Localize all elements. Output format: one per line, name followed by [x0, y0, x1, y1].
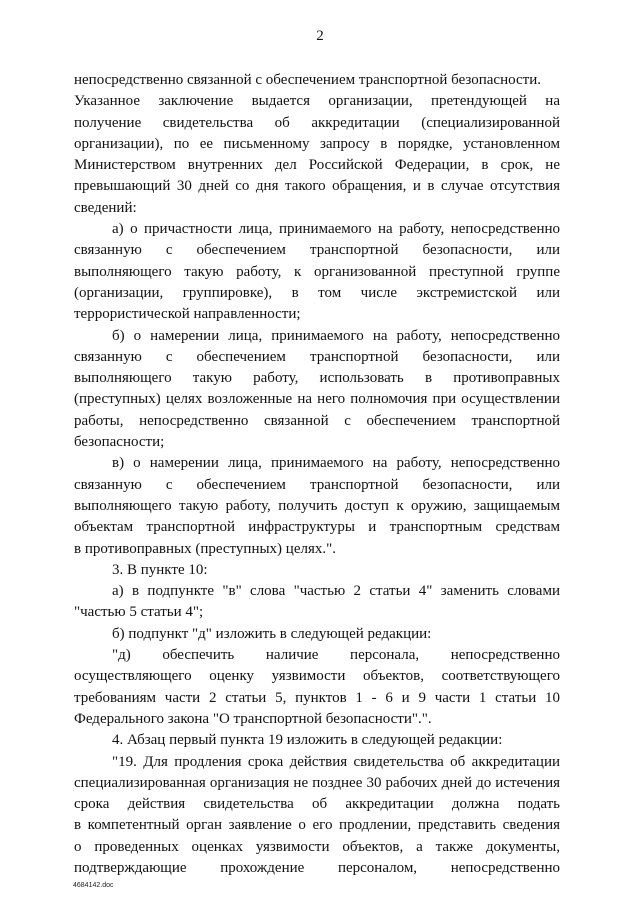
text-line: выполняющего такую работу, к организованной преступной группе [74, 263, 560, 280]
text-line: "19. Для продления срока действия свидетельства об аккредитации [112, 753, 560, 770]
text-line: работы, непосредственно связанной с обеспечением транспортной [74, 412, 560, 429]
text-line: организации), по ее письменному запросу в порядке, установленном [74, 135, 560, 152]
text-line: о проведенных оценках уязвимости объектов, а также документы, [74, 838, 560, 855]
text-line: объектам транспортной инфраструктуры и транспортным средствам [74, 519, 560, 536]
text-line: связанную с обеспечением транспортной безопасности, или [74, 476, 560, 493]
text-line: подтверждающие прохождение персоналом, непосредственно [74, 859, 560, 876]
text-line: срока действия свидетельства об аккредитации должна подать [74, 796, 560, 813]
text-line: в) о намерении лица, принимаемого на работу, непосредственно [112, 455, 560, 472]
text-line: сведений: [74, 199, 137, 216]
text-line: специализированная организация не позднее 30 рабочих дней до истечения [74, 774, 560, 791]
text-line: безопасности; [74, 434, 165, 451]
text-line: а) в подпункте "в" слова "частью 2 статьи 4" заменить словами [112, 583, 560, 600]
text-line: (организации, группировке), в том числе экстремистской или [74, 284, 560, 301]
text-line: а) о причастности лица, принимаемого на работу, непосредственно [112, 221, 560, 238]
text-line: Указанное заключение выдается организации, претендующей на [74, 93, 560, 110]
text-line: "частью 5 статьи 4"; [74, 604, 204, 621]
text-line: получение свидетельства об аккредитации (специализированной [74, 114, 560, 131]
text-line: выполняющего такую работу, получить доступ к оружию, защищаемым [74, 497, 560, 514]
document-body [74, 70, 560, 879]
text-line: "д) обеспечить наличие персонала, непосредственно [112, 647, 560, 664]
text-line: б) подпункт "д" изложить в следующей редакции: [112, 625, 432, 642]
text-line: осуществляющего оценку уязвимости объектов, соответствующего [74, 668, 560, 685]
text-line: террористической направленности; [74, 306, 301, 323]
file-name-footer: 4684142.doc [73, 882, 114, 889]
text-line: (преступных) целях возложенные на него полномочия при осуществлении [74, 391, 560, 408]
text-line: Министерством внутренних дел Российской Федерации, в срок, не [74, 157, 560, 174]
page-number: 2 [316, 28, 324, 44]
text-line: б) о намерении лица, принимаемого на работу, непосредственно [112, 327, 560, 344]
text-line: превышающий 30 дней со дня такого обращения, и в случае отсутствия [74, 178, 560, 195]
text-line: связанную с обеспечением транспортной безопасности, или [74, 242, 560, 259]
text-line: 3. В пункте 10: [112, 561, 208, 578]
text-line: 4. Абзац первый пункта 19 изложить в следующей редакции: [112, 732, 503, 749]
text-line: Федерального закона "О транспортной безопасности".". [74, 710, 432, 727]
text-line: связанную с обеспечением транспортной безопасности, или [74, 348, 560, 365]
text-line: непосредственно связанной с обеспечением транспортной безопасности. [74, 72, 541, 88]
text-line: выполняющего такую работу, использовать в противоправных [74, 370, 560, 387]
text-line: в компетентный орган заявление о его продлении, представить сведения [74, 817, 560, 834]
text-line: в противоправных (преступных) целях.". [74, 540, 336, 557]
text-line: требованиям части 2 статьи 5, пунктов 1 - 6 и 9 части 1 статьи 10 [74, 689, 560, 706]
